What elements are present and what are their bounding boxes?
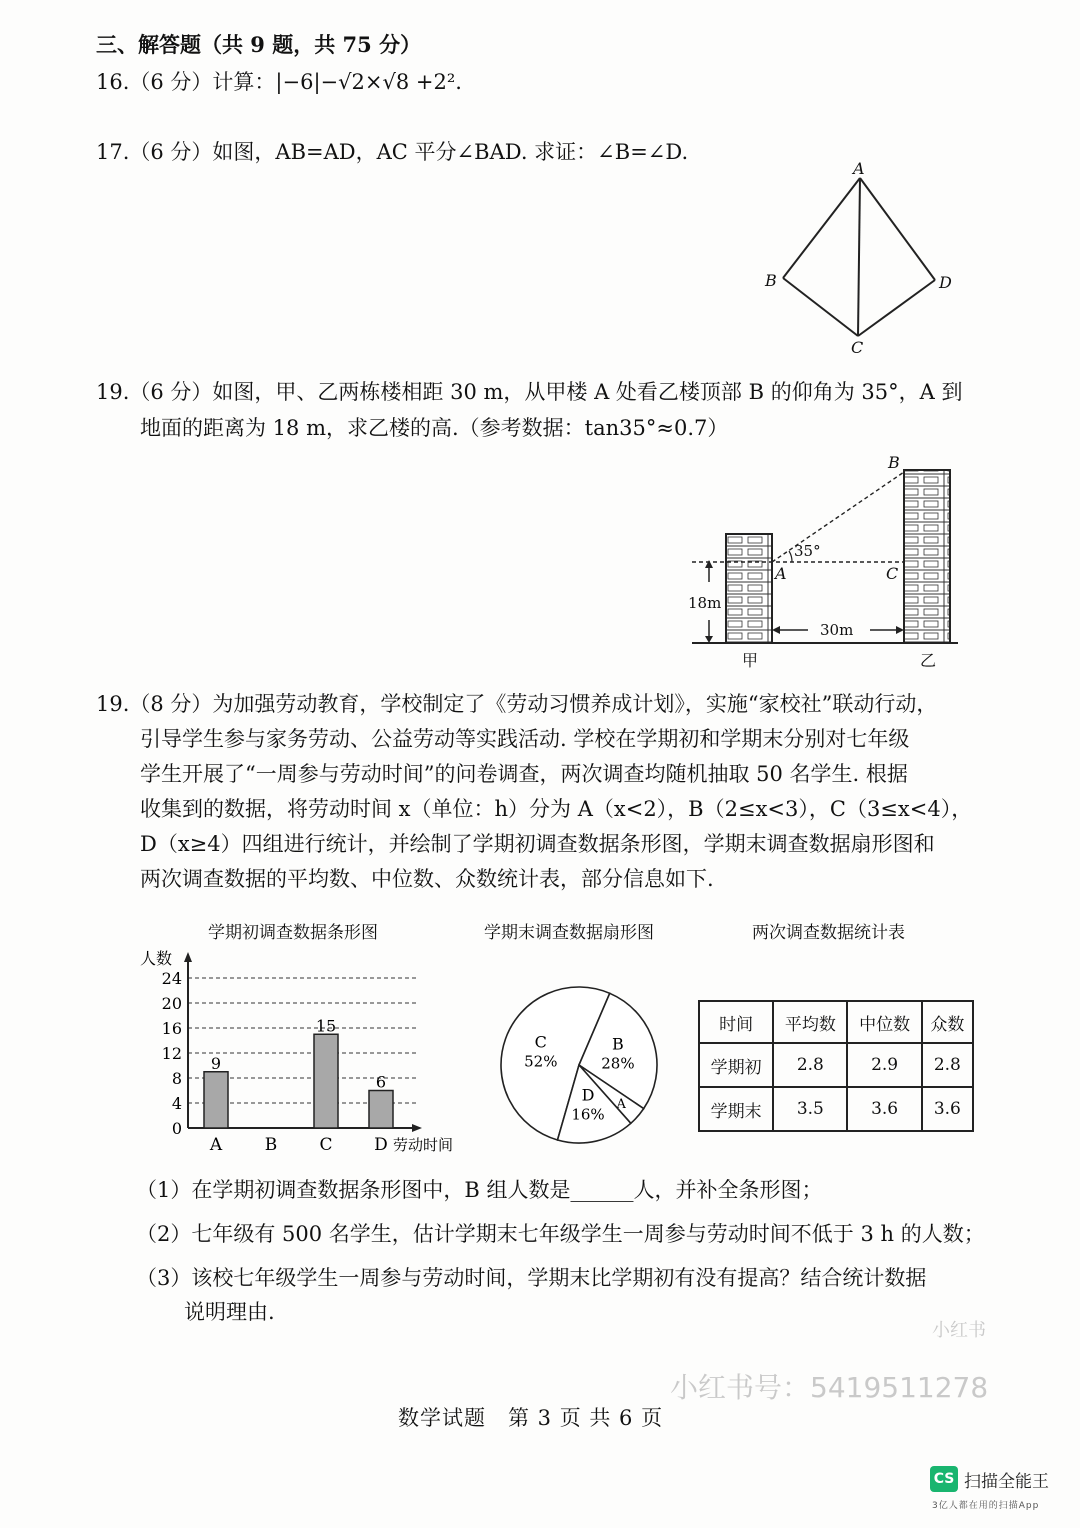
table-header-cell: 时间 — [699, 1001, 773, 1043]
question-16: 16.（6 分）计算：|−6|−√2×√8 +2². — [96, 70, 462, 94]
table-header-cell: 平均数 — [773, 1001, 847, 1043]
label-b: B — [765, 271, 777, 290]
watermark-text: 小红书号：5419511278 — [670, 1371, 989, 1404]
table-cell: 2.9 — [847, 1043, 921, 1087]
y-tick-label: 0 — [171, 1119, 182, 1138]
label-c: C — [886, 564, 899, 583]
bar-chart — [132, 940, 482, 1160]
x-axis-arrow — [412, 1124, 422, 1132]
y-tick-label: 4 — [171, 1094, 182, 1113]
label-distance: 30m — [820, 621, 854, 639]
question-19b-line2: 引导学生参与家务劳动、公益劳动等实践活动. 学校在学期初和学期末分别对七年级 — [140, 727, 910, 751]
table-cell: 3.6 — [847, 1087, 921, 1131]
sub-question-3: （3）该校七年级学生一周参与劳动时间，学期末比学期初有没有提高？结合统计数据 — [136, 1266, 927, 1290]
x-axis-label: 劳动时间 — [393, 1136, 454, 1154]
label-a: A — [853, 159, 865, 178]
x-tick-label: D — [374, 1135, 388, 1155]
distance-arrowhead-right — [896, 626, 904, 634]
label-jia: 甲 — [742, 651, 759, 670]
segment-ad — [860, 178, 935, 280]
bar-chart-title: 学期初调查数据条形图 — [208, 923, 378, 943]
bar-D — [369, 1091, 393, 1129]
pie-percent-label: 16% — [571, 1105, 605, 1124]
y-tick-label: 16 — [161, 1019, 182, 1038]
distance-arrowhead-left — [772, 626, 780, 634]
stats-table — [698, 1000, 974, 1132]
pie-label: D — [581, 1085, 595, 1105]
section-title: 三、解答题（共 9 题，共 75 分） — [96, 32, 422, 57]
sub-question-2: （2）七年级有 500 名学生，估计学期末七年级学生一周参与劳动时间不低于 3 h 的人数； — [136, 1222, 985, 1246]
y-tick-label: 12 — [161, 1044, 182, 1063]
table-title: 两次调查数据统计表 — [752, 923, 905, 943]
label-d: D — [939, 273, 952, 292]
label-b: B — [888, 453, 900, 472]
elevation-sight-line — [772, 472, 904, 562]
table-cell: 2.8 — [922, 1043, 973, 1087]
building-yi — [904, 470, 950, 643]
bar-C — [314, 1034, 338, 1128]
bar-value-label: 6 — [375, 1072, 387, 1092]
segment-bc — [783, 278, 858, 336]
bar-value-label: 9 — [210, 1053, 222, 1073]
buildings-figure — [680, 450, 980, 675]
table-cell: 3.6 — [922, 1087, 973, 1131]
angle-arc — [789, 551, 792, 562]
x-tick-label: C — [319, 1135, 333, 1155]
page-footer: 数学试题 第 3 页 共 6 页 — [398, 1406, 664, 1430]
question-19a-line1: 19.（6 分）如图，甲、乙两栋楼相距 30 m，从甲楼 A 处看乙楼顶部 B 的仰角为 35°，A 到 — [96, 380, 963, 404]
question-19a-line2: 地面的距离为 18 m，求乙楼的高.（参考数据：tan35°≈0.7） — [140, 416, 729, 440]
question-17: 17.（6 分）如图，AB=AD，AC 平分∠BAD. 求证：∠B=∠D. — [96, 140, 689, 164]
scanner-app-name: 扫描全能王 — [964, 1472, 1049, 1492]
height-arrowhead-down — [705, 636, 713, 643]
question-19b-line1: 19.（8 分）为加强劳动教育，学校制定了《劳动习惯养成计划》，实施“家校社”联动行动， — [96, 692, 938, 716]
x-tick-label: A — [209, 1135, 223, 1155]
pie-label: C — [534, 1032, 547, 1052]
bar-value-label: 15 — [315, 1016, 337, 1036]
y-axis-arrow — [184, 952, 192, 962]
segment-ac — [858, 178, 860, 336]
segment-ab — [783, 178, 860, 278]
question-19b-line6: 两次调查数据的平均数、中位数、众数统计表，部分信息如下. — [140, 867, 714, 891]
table-header-cell: 众数 — [922, 1001, 973, 1043]
sub-question-3-cont: 说明理由. — [184, 1300, 275, 1324]
x-tick-label: B — [264, 1135, 278, 1155]
height-arrowhead-up — [705, 560, 713, 568]
table-header-row — [699, 1001, 973, 1043]
y-tick-label: 8 — [171, 1069, 182, 1088]
table-cell: 学期末 — [699, 1087, 773, 1131]
sub-question-1: （1）在学期初调查数据条形图中，B 组人数是______人，并补全条形图； — [136, 1178, 823, 1202]
label-yi: 乙 — [920, 651, 937, 670]
table-header-cell: 中位数 — [847, 1001, 921, 1043]
question-19b-line5: D（x≥4）四组进行统计，并绘制了学期初调查数据条形图，学期末调查数据扇形图和 — [140, 832, 935, 856]
scanner-tagline: 3亿人都在用的扫描App — [932, 1501, 1040, 1511]
watermark-badge: 小红书 — [932, 1320, 986, 1341]
pie-label: A — [616, 1096, 626, 1112]
pie-percent-label: 52% — [524, 1052, 558, 1071]
table-cell: 3.5 — [773, 1087, 847, 1131]
kite-figure — [755, 158, 975, 358]
question-19b-line4: 收集到的数据，将劳动时间 x（单位：h）分为 A（x<2），B（2≤x<3），C（3≤x<4）， — [140, 797, 973, 821]
label-a: A — [775, 564, 787, 583]
label-c: C — [851, 338, 864, 357]
pie-percent-label: 28% — [601, 1054, 635, 1073]
pie-label: B — [612, 1034, 624, 1054]
scanner-logo-icon: CS — [930, 1466, 958, 1492]
label-height: 18m — [688, 594, 722, 612]
y-tick-label: 24 — [161, 969, 182, 988]
bar-A — [204, 1072, 228, 1128]
pie-chart-title: 学期末调查数据扇形图 — [484, 923, 654, 943]
label-angle: 35° — [794, 542, 821, 560]
building-jia — [726, 534, 772, 643]
table-row — [699, 1087, 973, 1131]
segment-dc — [858, 280, 935, 336]
table-cell: 学期初 — [699, 1043, 773, 1087]
table-row — [699, 1043, 973, 1087]
table-cell: 2.8 — [773, 1043, 847, 1087]
y-tick-label: 20 — [161, 994, 182, 1013]
pie-chart — [494, 980, 664, 1150]
y-axis-label: 人数 — [140, 949, 173, 968]
question-19b-line3: 学生开展了“一周参与劳动时间”的问卷调查，两次调查均随机抽取 50 名学生. 根据 — [140, 762, 908, 786]
